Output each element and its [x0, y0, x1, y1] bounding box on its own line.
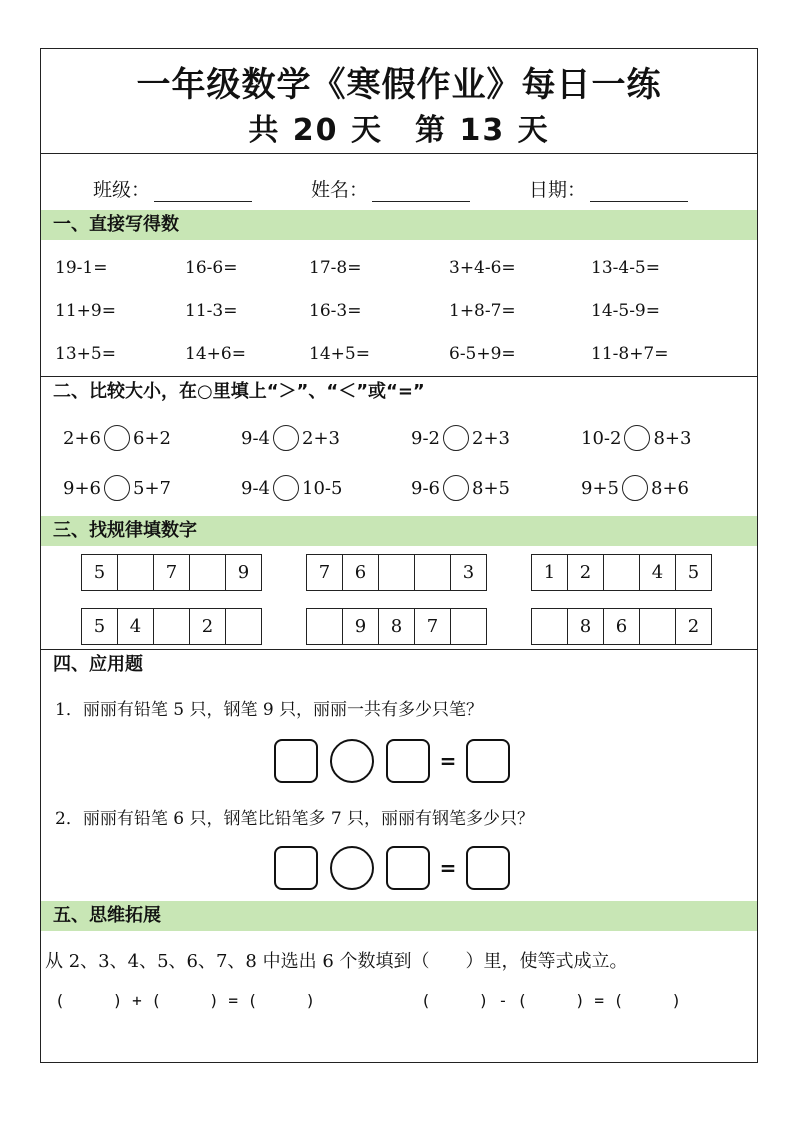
- sequence-cell: 8: [379, 609, 415, 644]
- answer-box[interactable]: [386, 846, 430, 890]
- compare-circle[interactable]: [104, 475, 130, 501]
- calc-problem: 14-5-9=: [591, 301, 660, 321]
- compare-circle[interactable]: [273, 425, 299, 451]
- compare-left: 9+6: [63, 477, 101, 499]
- compare-circle[interactable]: [273, 475, 299, 501]
- sequence-cell: 7: [307, 555, 343, 590]
- sequence-cell: 1: [532, 555, 568, 590]
- sequence-blank-cell[interactable]: [307, 609, 343, 644]
- compare-right: 8+3: [653, 427, 692, 449]
- sequence-cell: 9: [343, 609, 379, 644]
- calc-problem: 16-3=: [309, 301, 362, 321]
- calc-problem: 11+9=: [55, 301, 116, 321]
- compare-right: 2+3: [472, 427, 510, 449]
- sequence-row: [81, 608, 262, 645]
- class-blank[interactable]: [154, 181, 252, 202]
- extension-equation-sub[interactable]: ( ) - ( ) = ( ): [421, 991, 682, 1010]
- compare-item: [241, 475, 342, 501]
- compare-item: [63, 475, 171, 501]
- sequence-row: [531, 608, 712, 645]
- name-label: 姓名：: [311, 179, 369, 201]
- compare-circle[interactable]: [622, 475, 648, 501]
- sequence-cell: 4: [118, 609, 154, 644]
- compare-right: 6+2: [133, 427, 171, 449]
- compare-left: 9+5: [581, 477, 619, 499]
- compare-right: 8+5: [472, 477, 510, 499]
- compare-item: [411, 475, 510, 501]
- compare-left: 9-6: [411, 477, 440, 499]
- sequence-cell: 6: [604, 609, 640, 644]
- calc-problem: 11-8+7=: [591, 344, 669, 364]
- sequence-row: [306, 554, 487, 591]
- section-2-header: 二、比较大小，在○里填上“＞”、“＜”或“=”: [53, 381, 425, 402]
- compare-right: 8+6: [651, 477, 689, 499]
- compare-left: 9-4: [241, 427, 270, 449]
- answer-box[interactable]: [274, 846, 318, 890]
- section-5-header: 五、思维拓展: [41, 901, 757, 931]
- sequence-cell: 2: [568, 555, 604, 590]
- compare-item: [63, 425, 171, 451]
- sequence-blank-cell[interactable]: [415, 555, 451, 590]
- sequence-blank-cell[interactable]: [604, 555, 640, 590]
- sequence-blank-cell[interactable]: [532, 609, 568, 644]
- operator-circle[interactable]: [330, 846, 374, 890]
- compare-circle[interactable]: [443, 425, 469, 451]
- compare-right: 10-5: [302, 477, 343, 499]
- sequence-cell: 7: [415, 609, 451, 644]
- compare-circle[interactable]: [624, 425, 650, 451]
- worksheet: [40, 48, 758, 1063]
- sequence-cell: 3: [451, 555, 487, 590]
- operator-circle[interactable]: [330, 739, 374, 783]
- compare-right: 5+7: [133, 477, 171, 499]
- sequence-cell: 6: [343, 555, 379, 590]
- answer-box[interactable]: [386, 739, 430, 783]
- word-problem-2: 2．丽丽有铅笔 6 只，钢笔比铅笔多 7 只，丽丽有钢笔多少只？: [55, 809, 535, 829]
- name-blank[interactable]: [372, 181, 470, 202]
- class-label: 班级：: [93, 179, 151, 201]
- compare-circle[interactable]: [443, 475, 469, 501]
- word-problem-1: 1．丽丽有铅笔 5 只，钢笔 9 只，丽丽一共有多少只笔？: [55, 700, 484, 720]
- compare-left: 10-2: [581, 427, 622, 449]
- date-blank[interactable]: [590, 181, 688, 202]
- compare-item: [581, 475, 689, 501]
- sequence-blank-cell[interactable]: [190, 555, 226, 590]
- sequence-cell: 5: [676, 555, 712, 590]
- calc-problem: 19-1=: [55, 258, 108, 278]
- divider: [41, 153, 757, 154]
- class-field[interactable]: [93, 175, 252, 202]
- sequence-cell: 5: [82, 555, 118, 590]
- worksheet-title: 一年级数学《寒假作业》每日一练: [136, 65, 662, 105]
- answer-box[interactable]: [466, 739, 510, 783]
- calc-problem: 16-6=: [185, 258, 238, 278]
- compare-left: 9-2: [411, 427, 440, 449]
- compare-left: 9-4: [241, 477, 270, 499]
- sequence-row: [531, 554, 712, 591]
- sequence-cell: 9: [226, 555, 262, 590]
- day-counter: 共 20 天 第 13 天: [248, 113, 550, 148]
- calc-problem: 14+5=: [309, 344, 370, 364]
- name-field[interactable]: [311, 175, 470, 202]
- calc-problem: 6-5+9=: [449, 344, 516, 364]
- sequence-cell: 7: [154, 555, 190, 590]
- calc-problem: 11-3=: [185, 301, 238, 321]
- sequence-cell: 4: [640, 555, 676, 590]
- calc-problem: 17-8=: [309, 258, 362, 278]
- sequence-cell: 8: [568, 609, 604, 644]
- compare-item: [241, 425, 340, 451]
- compare-circle[interactable]: [104, 425, 130, 451]
- answer-equation-2: [274, 846, 510, 890]
- answer-box[interactable]: [274, 739, 318, 783]
- sequence-cell: 2: [676, 609, 712, 644]
- sequence-blank-cell[interactable]: [640, 609, 676, 644]
- answer-box[interactable]: [466, 846, 510, 890]
- calc-problem: 13-4-5=: [591, 258, 660, 278]
- sequence-cell: 5: [82, 609, 118, 644]
- equals-sign: =: [439, 856, 457, 880]
- calc-problem: 1+8-7=: [449, 301, 516, 321]
- compare-item: [581, 425, 691, 451]
- sequence-blank-cell[interactable]: [226, 609, 262, 644]
- calc-problem: 3+4-6=: [449, 258, 516, 278]
- section-1-header: 一、直接写得数: [41, 210, 757, 240]
- extension-instruction: 从 2、3、4、5、6、7、8 中选出 6 个数填到（ ）里，使等式成立。: [45, 951, 628, 972]
- date-field[interactable]: [529, 175, 688, 202]
- extension-equation-add[interactable]: ( ) + ( ) = ( ): [55, 991, 316, 1010]
- date-label: 日期：: [529, 179, 587, 201]
- calc-problem: 14+6=: [185, 344, 246, 364]
- compare-left: 2+6: [63, 427, 101, 449]
- sequence-blank-cell[interactable]: [118, 555, 154, 590]
- section-3-header: 三、找规律填数字: [41, 516, 757, 546]
- equals-sign: =: [439, 749, 457, 773]
- compare-item: [411, 425, 510, 451]
- compare-right: 2+3: [302, 427, 340, 449]
- sequence-blank-cell[interactable]: [451, 609, 487, 644]
- section-4-header: 四、应用题: [53, 654, 143, 675]
- sequence-row: [81, 554, 262, 591]
- sequence-row: [306, 608, 487, 645]
- sequence-blank-cell[interactable]: [379, 555, 415, 590]
- calc-problem: 13+5=: [55, 344, 116, 364]
- sequence-cell: 2: [190, 609, 226, 644]
- sequence-blank-cell[interactable]: [154, 609, 190, 644]
- answer-equation-1: [274, 739, 510, 783]
